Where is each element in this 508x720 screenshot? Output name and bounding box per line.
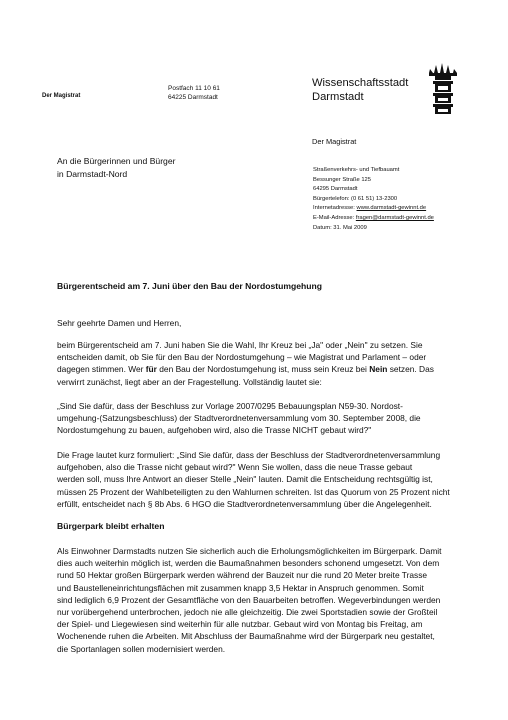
paragraph-line: beim Bürgerentscheid am 7. Juni haben Sie die Wahl, Ihr Kreuz bei „Ja" oder „Nein" zu setzen. Sie [57, 340, 423, 350]
postal-box: Postfach 11 10 61 [168, 85, 220, 92]
paragraph-line: und Baustelleneinrichtungsflächen mit zusammen knapp 3,5 Hektar in Anspruch genommen. Somit [57, 582, 424, 593]
paragraph-intro [57, 339, 475, 388]
recipient-line2: in Darmstadt-Nord [57, 169, 128, 179]
paragraph-buergerpark [57, 545, 475, 655]
city-name [312, 77, 408, 104]
paragraph-full-question [57, 400, 475, 437]
text-run: setzen. Das [387, 364, 434, 375]
paragraph-line: dies auch weiterhin möglich ist, werden die Baumaßnahmen besonders schonend umgesetzt. Von dem [57, 558, 440, 569]
paragraph-line: nur vorübergehend unterbrochen, jedoch nie alle gleichzeitig. Die zwei Sportstadien sowie der Großteil [57, 607, 438, 618]
office-web-label: Internetadresse: [313, 205, 357, 212]
paragraph-line: aufgehoben, also die Trasse nicht gebaut wird?" Wenn Sie wollen, dass die neue Trasse gebaut [57, 462, 413, 473]
section-heading: Bürgerpark bleibt erhalten [57, 521, 165, 531]
paragraph-line: der Spiel- und Liegewiesen sind weiterhin für alle nutzbar. Gebaut wird von Montag bis Freitag, am [57, 619, 423, 630]
paragraph-line: erfüllt, entscheidet nach § 8b Abs. 6 HGO die Stadtverordnetenversammlung über die Angelegenheit. [57, 498, 432, 509]
postal-zip-city: 64225 Darmstadt [168, 93, 218, 101]
office-email-label: E-Mail-Adresse: [313, 214, 356, 221]
paragraph-line: entscheiden damit, ob Sie für den Bau der Nordostumgehung – wie Magistrat und Parlament – oder [57, 352, 427, 363]
recipient-line1: An die Bürgerinnen und Bürger [57, 156, 176, 166]
office-street: Bessunger Straße 125 [313, 176, 372, 183]
sender-org-right: Der Magistrat [312, 137, 357, 146]
city-name-line1: Wissenschaftsstadt [312, 77, 409, 89]
paragraph-line: „Sind Sie dafür, dass der Beschluss zur Vorlage 2007/0295 Bebauungsplan N59-30. Nordost- [57, 401, 403, 411]
paragraph-line: rund 50 Hektar großen Bürgerpark werden während der Bauzeit nur die rund 20 Meter breite Trasse [57, 570, 428, 581]
sender-org-left: Der Magistrat [42, 93, 81, 99]
paragraph-line: Die Frage lautet kurz formuliert: „Sind Sie dafür, dass der Beschluss der Stadtverordnetenversammlung [57, 450, 441, 460]
recipient-address [57, 155, 175, 181]
office-email [313, 214, 434, 224]
city-name-line2: Darmstadt [312, 90, 364, 103]
office-department: Straßenverkehrs- und Tiefbauamt [313, 167, 400, 173]
paragraph-line: verwirrt zunächst, liegt aber an der Fragestellung. Vollständig lautet sie: [57, 376, 322, 387]
office-phone: Bürgertelefon: (0 61 51) 13-2300 [313, 195, 398, 202]
paragraph-line: Nordostumgehung zu bauen, aufgehoben wird, also die Trasse NICHT gebaut wird?" [57, 425, 372, 436]
text-run: dagegen stimmen. Wer [57, 364, 146, 375]
city-emblem-icon [426, 63, 460, 115]
paragraph-line: Wochenende ruhen die Arbeiten. Mit Abschluss der Baumaßnahme wird der Bürgerpark neu gestaltet, [57, 631, 435, 642]
emphasis-fuer: für [145, 364, 157, 375]
office-web [313, 204, 434, 214]
office-email-link[interactable]: fragen@darmstadt-gewinnt.de [355, 214, 434, 221]
emphasis-nein: Nein [369, 364, 388, 375]
paragraph-line: die Sportanlagen sollen modernisiert werden. [57, 643, 226, 654]
paragraph-line [57, 363, 475, 375]
postal-address [168, 85, 220, 102]
paragraph-line: umgehung-(Satzungsbeschluss) der Stadtverordnetenversammlung vom 30. September 2008, die [57, 413, 421, 424]
text-run: den Bau der Nordostumgehung ist, muss sein Kreuz bei [156, 364, 370, 375]
paragraph-short-question [57, 449, 475, 510]
paragraph-line: werden soll, muss Ihre Antwort an dieser Stelle „Nein" lauten. Damit die Entscheidung rechtsgültig ist, [57, 474, 433, 485]
office-contact-block [313, 166, 434, 233]
paragraph-line: müssen 25 Prozent der Wahlbeteiligten zu den Wahlurnen schreiten. Ist das Quorum von 25 Prozent nicht [57, 486, 450, 497]
office-web-link[interactable]: www.darmstadt-gewinnt.de [356, 205, 427, 212]
salutation: Sehr geehrte Damen und Herren, [57, 318, 182, 328]
letter-subject: Bürgerentscheid am 7. Juni über den Bau der Nordostumgehung [57, 281, 323, 291]
office-zip-city: 64295 Darmstadt [313, 186, 358, 193]
paragraph-line: sind lediglich 6,9 Prozent der Gesamtfläche von den Bauarbeiten betroffen. Wegeverbindungen werden [57, 594, 441, 605]
letter-date: Datum: 31. Mai 2009 [313, 224, 367, 231]
paragraph-line: Als Einwohner Darmstadts nutzen Sie sicherlich auch die Erholungsmöglichkeiten im Bürgerpark. Damit [57, 546, 442, 556]
